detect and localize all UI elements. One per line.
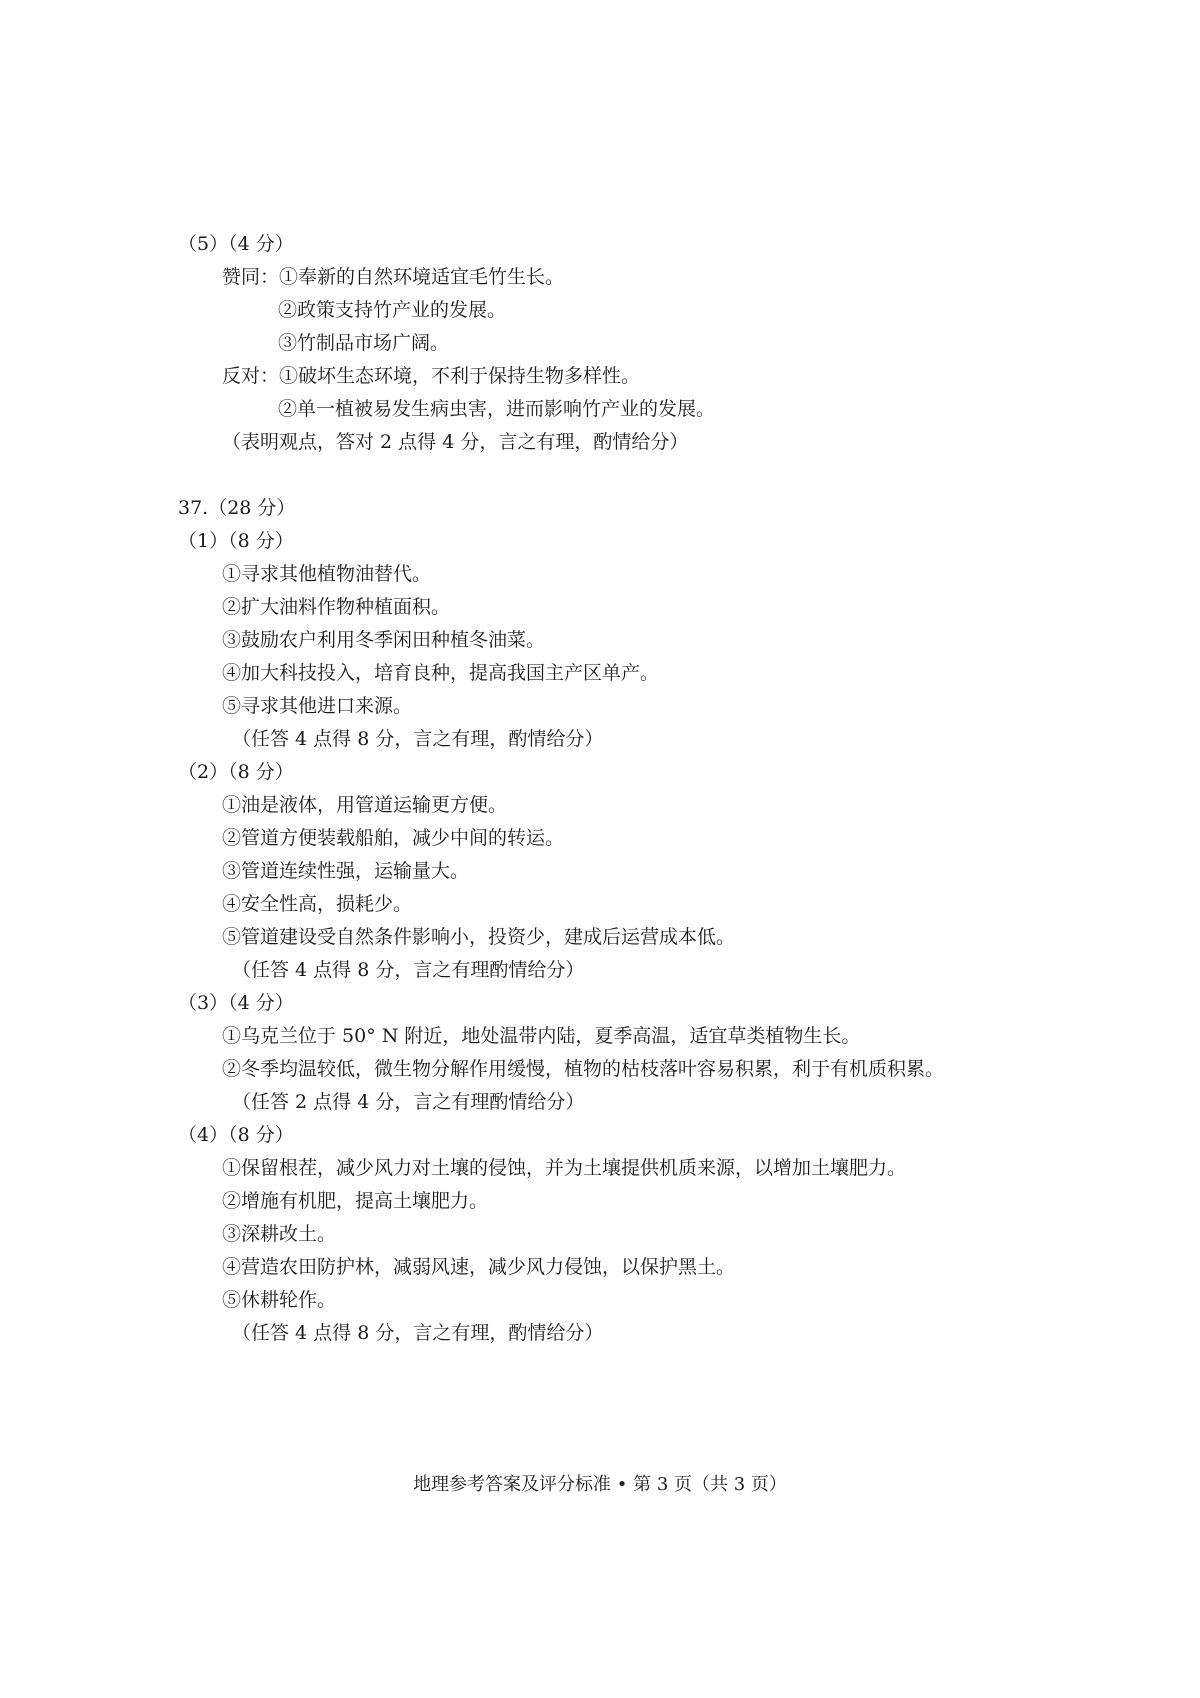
answer-item: ①寻求其他植物油替代。 bbox=[222, 563, 432, 585]
agree-point-2: ②政策支持竹产业的发展。 bbox=[278, 299, 507, 321]
q37-part2-header: （2）（8 分） bbox=[178, 761, 294, 783]
answer-item: ③鼓励农户利用冬季闲田种植冬油菜。 bbox=[222, 629, 546, 651]
answer-item: ④营造农田防护林，减弱风速，减少风力侵蚀，以保护黑土。 bbox=[222, 1256, 736, 1278]
answer-item: ①保留根茬，减少风力对土壤的侵蚀，并为土壤提供机质来源，以增加土壤肥力。 bbox=[222, 1157, 907, 1179]
scoring-note: （任答 4 点得 8 分，言之有理，酌情给分） bbox=[232, 1322, 604, 1344]
answer-item: ③管道连续性强，运输量大。 bbox=[222, 860, 470, 882]
q37-part3-header: （3）（4 分） bbox=[178, 992, 294, 1014]
scoring-note: （任答 2 点得 4 分，言之有理酌情给分） bbox=[232, 1091, 585, 1113]
agree-point-3: ③竹制品市场广阔。 bbox=[278, 332, 450, 354]
q36-part5-header: （5）（4 分） bbox=[178, 233, 294, 255]
page-footer: 地理参考答案及评分标准 • 第 3 页（共 3 页） bbox=[413, 1474, 787, 1495]
answer-item: ①乌克兰位于 50° N 附近，地处温带内陆，夏季高温，适宜草类植物生长。 bbox=[222, 1025, 861, 1047]
spacer bbox=[178, 459, 1128, 492]
agree-point-1: 赞同：①奉新的自然环境适宜毛竹生长。 bbox=[222, 266, 565, 288]
scoring-note: （任答 4 点得 8 分，言之有理，酌情给分） bbox=[232, 728, 604, 750]
answer-item: ③深耕改土。 bbox=[222, 1223, 337, 1245]
scoring-note: （表明观点，答对 2 点得 4 分，言之有理，酌情给分） bbox=[222, 431, 689, 453]
q37-part1-header: （1）（8 分） bbox=[178, 530, 294, 552]
answer-item: ②冬季均温较低，微生物分解作用缓慢，植物的枯枝落叶容易积累，利于有机质积累。 bbox=[222, 1058, 945, 1080]
answer-item: ⑤休耕轮作。 bbox=[222, 1289, 337, 1311]
q37-header: 37.（28 分） bbox=[178, 497, 296, 519]
answer-item: ⑤管道建设受自然条件影响小，投资少，建成后运营成本低。 bbox=[222, 926, 736, 948]
answer-item: ②扩大油料作物种植面积。 bbox=[222, 596, 451, 618]
answer-item: ④安全性高，损耗少。 bbox=[222, 893, 413, 915]
answer-item: ①油是液体，用管道运输更方便。 bbox=[222, 794, 508, 816]
answer-item: ④加大科技投入，培育良种，提高我国主产区单产。 bbox=[222, 662, 660, 684]
scoring-note: （任答 4 点得 8 分，言之有理酌情给分） bbox=[232, 959, 585, 981]
answer-item: ②增施有机肥，提高土壤肥力。 bbox=[222, 1190, 489, 1212]
answer-item: ⑤寻求其他进口来源。 bbox=[222, 695, 413, 717]
q37-part4-header: （4）（8 分） bbox=[178, 1124, 294, 1146]
oppose-point-1: 反对：①破坏生态环境，不利于保持生物多样性。 bbox=[222, 365, 641, 387]
answer-content bbox=[178, 228, 1128, 1350]
answer-item: ②管道方便装载船舶，减少中间的转运。 bbox=[222, 827, 565, 849]
oppose-point-2: ②单一植被易发生病虫害，进而影响竹产业的发展。 bbox=[278, 398, 716, 420]
